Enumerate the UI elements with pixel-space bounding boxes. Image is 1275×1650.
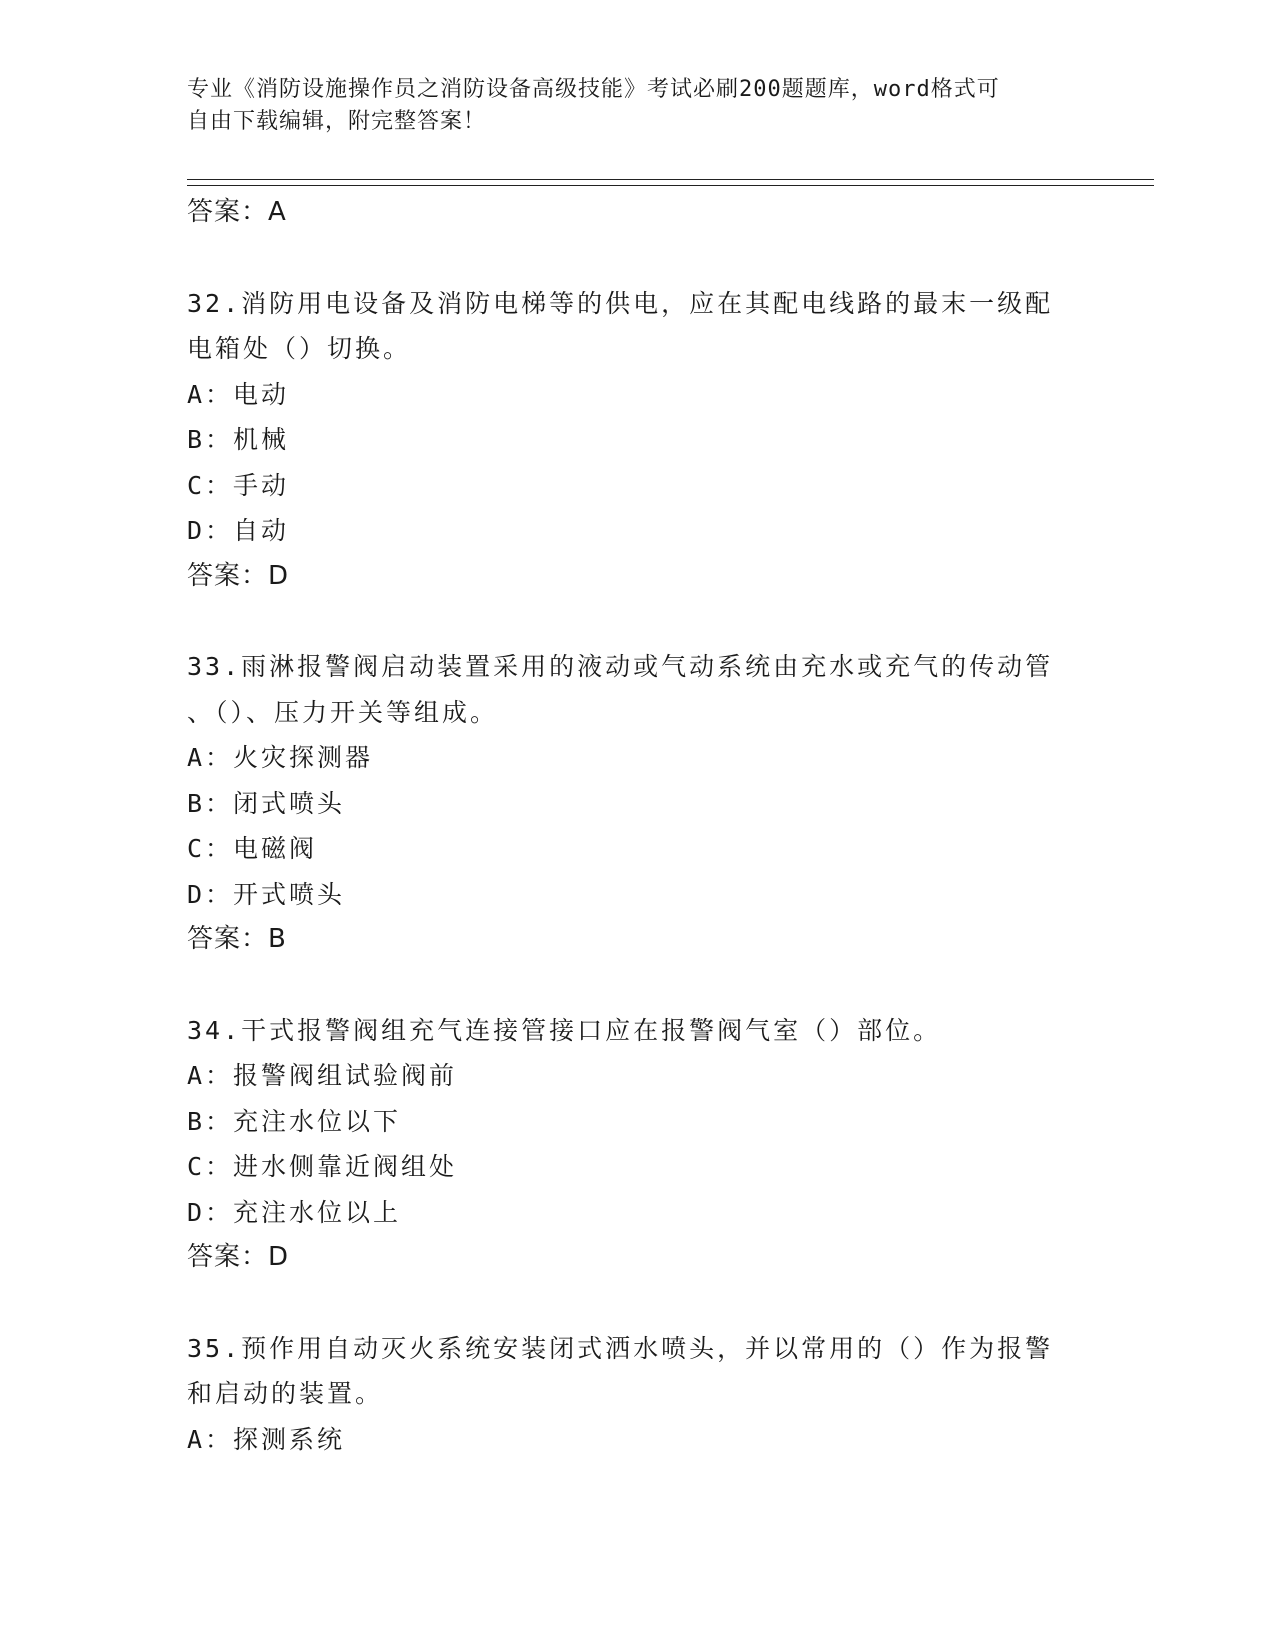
answer-line: 答案：B [187, 924, 287, 954]
question-block [187, 1008, 1087, 1281]
option-d: D：自动 [187, 516, 290, 545]
spacer [187, 1281, 1087, 1326]
answer-line: 答案：D [187, 560, 290, 591]
spacer [187, 599, 1087, 644]
question-block [187, 644, 1087, 963]
option-b: B：闭式喷头 [187, 788, 346, 818]
question-stem: 34.干式报警阀组充气连接管接口应在报警阀气室（）部位。 [187, 1015, 942, 1045]
question-stem: 35.预作用自动灭火系统安装闭式洒水喷头，并以常用的（）作为报警 [187, 1333, 1054, 1363]
document-header [187, 74, 1087, 138]
option-c: C：电磁阀 [187, 834, 318, 863]
option-a: A：火灾探测器 [187, 743, 374, 772]
option-b: B：机械 [187, 425, 290, 454]
spacer [187, 236, 1087, 281]
header-line-1: 专业《消防设施操作员之消防设备高级技能》考试必刷200题题库，word格式可 [187, 77, 1000, 102]
option-c: C：进水侧靠近阀组处 [187, 1152, 458, 1181]
question-stem-continued: 、（）、压力开关等组成。 [187, 697, 499, 727]
question-list [187, 190, 1087, 1462]
header-divider-top [187, 179, 1154, 180]
header-line-2: 自由下载编辑，附完整答案！ [187, 109, 487, 134]
answer-line: 答案：D [187, 1242, 290, 1272]
question-block [187, 1326, 1087, 1463]
option-b: B：充注水位以下 [187, 1106, 402, 1136]
question-stem-continued: 电箱处（）切换。 [187, 334, 412, 363]
header-divider-bottom [187, 185, 1154, 186]
question-stem: 32.消防用电设备及消防电梯等的供电，应在其配电线路的最末一级配 [187, 288, 1054, 318]
option-c: C：手动 [187, 470, 290, 500]
option-a: A：电动 [187, 379, 290, 409]
option-a: A：探测系统 [187, 1424, 346, 1454]
spacer [187, 963, 1087, 1008]
question-stem-continued: 和启动的装置。 [187, 1379, 384, 1408]
option-d: D：充注水位以上 [187, 1197, 402, 1227]
option-a: A：报警阀组试验阀前 [187, 1061, 458, 1090]
question-block [187, 281, 1087, 600]
question-stem: 33.雨淋报警阀启动装置采用的液动或气动系统由充水或充气的传动管 [187, 652, 1054, 681]
answer-line: 答案：A [187, 197, 287, 227]
option-d: D：开式喷头 [187, 879, 346, 909]
